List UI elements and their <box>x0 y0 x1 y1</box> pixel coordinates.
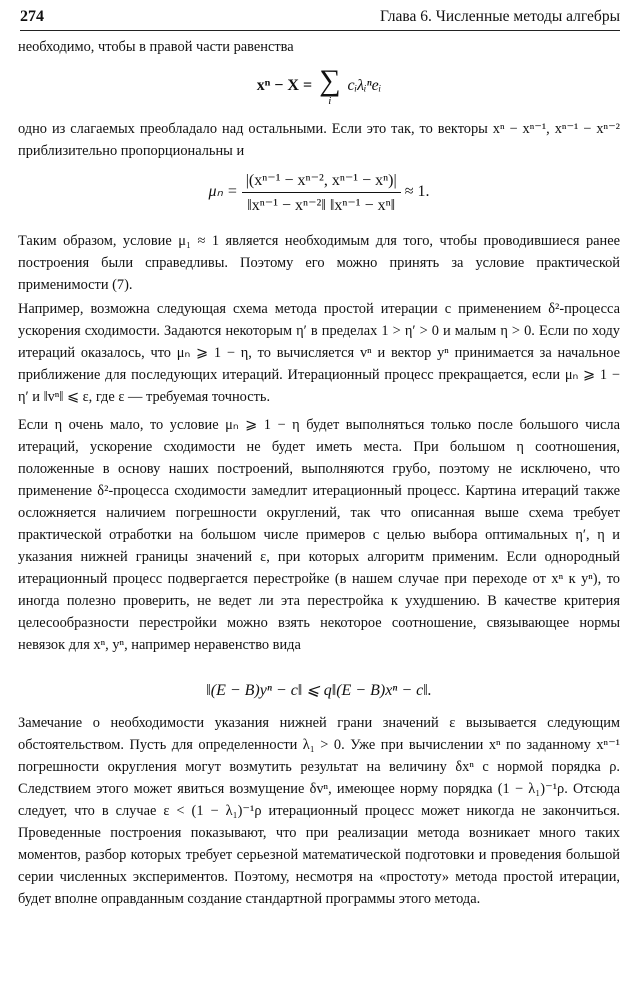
eq3: ‖(E − B)yⁿ − c‖ ⩽ q‖(E − B)xⁿ − c‖. <box>206 682 432 699</box>
sum-index: i <box>328 95 332 107</box>
chapter-title: Глава 6. Численные методы алгебры <box>380 8 620 25</box>
paragraph-3: Таким образом, условие μ₁ ≈ 1 является необходимым для того, чтобы проводившиеся ранее построения были справедливы. Поэтому его можно принять за условие практической применимости (7). <box>18 233 620 293</box>
formula-inequality <box>18 680 620 700</box>
formula-sum <box>18 66 620 107</box>
eq1-lhs: xⁿ − X = <box>256 77 313 95</box>
sum-sign <box>319 66 340 107</box>
eq2-fraction <box>242 170 401 215</box>
page-number: 274 <box>20 8 44 25</box>
eq2-denominator: ‖xⁿ⁻¹ − xⁿ⁻²‖ ‖xⁿ⁻¹ − xⁿ‖ <box>247 197 396 214</box>
sigma-symbol: ∑ <box>319 64 341 97</box>
paragraph-5: Если η очень мало, то условие μₙ ⩾ 1 − η будет выполняться только после большого числа итераций, ускорение сходимости не будет иметь места. При большом η соотношения, положенные в основу наших построений, выполняются грубо, поэтому не исключено, что применение δ²-процесса сходимости замедлит итерационный процесс. Картина итераций также осложняется наличием погрешности округлений, так что описанная выше схема требует практической отработки на большом числе примеров с целью выбора оптимальных η′, η и указания нижней границы значений ε, при которых алгоритм применим. Если однородный итерационный процесс подвергается перестройке (в нашем случае при переходе от xⁿ к yⁿ), то иногда полезно проверить, не ведет ли эта перестройка к ухудшению. В качестве критерия целесообразности перестройки можно взять некоторое соотношение, связывающее нормы невязок для xⁿ, yⁿ, например неравенство вида <box>18 417 620 653</box>
paragraph-6: Замечание о необходимости указания нижней грани значений ε вызывается следующим обстоятельством. Пусть для определенности λ₁ > 0. Уже при вычислении xⁿ по заданному xⁿ⁻¹ погрешности округления могут возмутить результат на величину δxⁿ с нормой порядка ρ. Следствием этого может явиться возмущение δvⁿ, имеющее норму порядка (1 − λ₁)⁻¹ρ. Отсюда следует, что в случае ε < (1 − λ₁)⁻¹ρ итерационный процесс может никогда не закончиться. Проведенные построения показывают, что при реализации метода возникает много таких моментов, разбор которых требует серьезной математической подготовки и проведения большой серии численных экспериментов. Поэтому, несмотря на «простоту» метода простой итерации, будет вполне оправданным создание стандартной программы этого метода. <box>18 715 620 907</box>
formula-mu <box>18 170 620 215</box>
running-header <box>20 8 620 31</box>
paragraph-2: одно из слагаемых преобладало над остальными. Если это так, то векторы xⁿ − xⁿ⁻¹, xⁿ⁻¹ − xⁿ⁻² приблизительно пропорциональны и <box>18 121 620 159</box>
paragraph-4: Например, возможна следующая схема метода простой итерации с применением δ²-процесса ускорения сходимости. Задаются некоторым η′ в пределах 1 > η′ > 0 и малым η > 0. Если по ходу итераций оказалось, что μₙ ⩾ 1 − η, то вычисляется vⁿ и вектор yⁿ принимается за начальное приближение для последующих итераций. Итерационный процесс прекращается, если μₙ ⩾ 1 − η′ и ‖vⁿ‖ ⩽ ε, где ε — требуемая точность. <box>18 301 620 405</box>
paragraph-1: необходимо, чтобы в правой части равенства <box>18 39 294 55</box>
eq2-numerator: |(xⁿ⁻¹ − xⁿ⁻², xⁿ⁻¹ − xⁿ)| <box>242 170 401 193</box>
eq2-rhs: ≈ 1. <box>404 183 430 201</box>
eq2-lhs: μₙ = <box>208 183 238 201</box>
eq1-rhs: cᵢλᵢⁿeᵢ <box>347 77 382 95</box>
